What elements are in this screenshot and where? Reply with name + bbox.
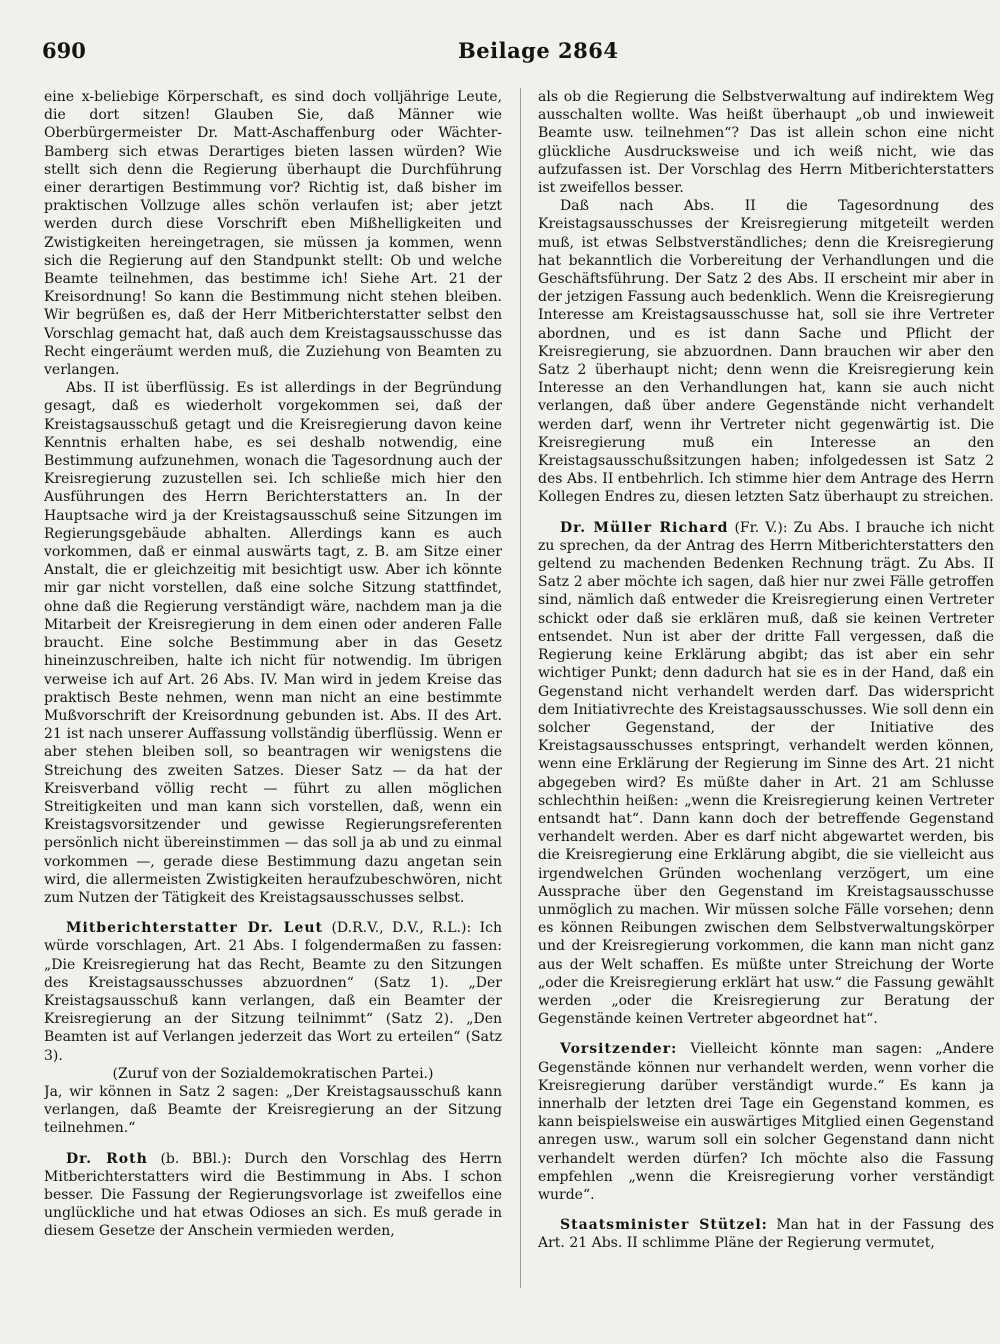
speaker-party: (b. BBl.): xyxy=(160,1150,232,1167)
speaker-name: Dr. Roth xyxy=(66,1150,148,1167)
paragraph: Abs. II ist überflüssig. Es ist allerdings in der Begründung gesagt, daß es wiederholt vorgekommen sei, daß der Kreistagsausschuß getagt und die Kreisregierung davon keine Kenntnis erhalten habe, es sei deshalb notwendig, eine Bestimmung aufzunehmen, wonach die Tagesordnung auch der Kreisregierung zuzustellen sei. Ich schließe mich hier den Ausführungen des Herrn Berichterstatters an. In der Hauptsache wird ja der Kreistagsausschuß seine Sitzungen im Regierungsgebäude abhalten. Allerdings kann es auch vorkommen, daß er einmal auswärts tagt, z. B. am Sitze einer Anstalt, die er gleichzeitig mit besichtigt usw. Aber ich könnte mir gar nicht vorstellen, daß eine solche Sitzung stattfindet, ohne daß die Regierung verständigt wäre, nachdem man ja die Mitarbeit der Kreisregierung in dem einen oder anderen Falle braucht. Eine solche Bestimmung aber in das Gesetz hineinzuschreiben, halte ich nicht für notwendig. Im übrigen verweise ich auf Art. 26 Abs. IV. Man wird in jedem Kreise das praktisch Beste nehmen, wenn man nicht an eine bestimmte Mußvorschrift der Kreisordnung gebunden ist. Abs. II des Art. 21 ist nach unserer Auffassung vollständig überflüssig. Wenn er aber stehen bleiben soll, so beantragen wir wenigstens die Streichung des zweiten Satzes. Dieser Satz — da hat der Kreisverband völlig recht — führt zu allen möglichen Streitigkeiten und man kann sich vorstellen, daß, wenn ein Kreistagsvorsitzender und gewisse Regierungsreferenten persönlich nicht übereinstimmen — das soll ja ab und zu einmal vorkommen —, gerade diese Bestimmung dazu angetan sein wird, die allermeisten Zwistigkeiten heraufzubeschwören, nicht zum Nutzen der Tätigkeit des Kreistagsausschusses selbst. xyxy=(44,380,502,906)
speech-paragraph xyxy=(44,919,502,1065)
speaker-party: (Fr. V.): xyxy=(734,519,788,536)
speech-text: Vielleicht könnte man sagen: „Andere Gegenstände können nur verhandelt werden, wenn vorher die Kreisregierung darüber verständigt wurde.“ Es kann ja innerhalb der letzten drei Tage ein Gegenstand kommen, es kann beispielsweise ein auswärtiges Mitglied einen Gegenstand anregen usw., warum soll ein solcher Gegenstand dann nicht verhandelt werden dürfen? Ich möchte also die Fassung empfehlen „wenn die Kreisregierung vorher verständigt wurde“. xyxy=(538,1041,994,1203)
left-column xyxy=(44,88,502,1338)
speech-paragraph xyxy=(44,1150,502,1241)
speaker-name: Staatsminister Stützel: xyxy=(560,1217,768,1234)
column-divider xyxy=(520,88,521,1288)
paragraph: Daß nach Abs. II die Tagesordnung des Kreistagsausschusses der Kreisregierung mitgeteilt werden muß, ist etwas Selbstverständliches; denn die Kreisregierung hat bekanntlich die Vorbereitung der Verhandlungen und die Geschäftsführung. Der Satz 2 des Abs. II erscheint mir aber in der jetzigen Fassung auch bedenklich. Wenn die Kreisregierung Interesse am Kreistagsausschusse hat, soll sie ihre Vertreter abordnen, und es ist dann Sache und Pflicht der Kreisregierung, sie abzuordnen. Dann brauchen wir aber den Satz 2 überhaupt nicht; denn wenn die Kreisregierung kein Interesse an den Verhandlungen hat, kann sie auch nicht verlangen, daß über andere Gegenstände nicht verhandelt werden darf, wenn ihr Vertreter nicht gegenwärtig ist. Die Kreisregierung muß ein Interesse an den Kreistagsausschußsitzungen haben; infolgedessen ist Satz 2 des Abs. II entbehrlich. Ich stimme hier dem Antrage des Herrn Kollegen Endres zu, diesen letzten Satz überhaupt zu streichen. xyxy=(538,198,994,506)
running-head: Beilage 2864 xyxy=(458,38,619,63)
speaker-party: (D.R.V., D.V., R.L.): xyxy=(331,920,472,937)
paragraph: eine x-beliebige Körperschaft, es sind doch volljährige Leute, die dort sitzen! Glauben Sie, daß Männer wie Oberbürgermeister Dr. Matt-Aschaffenburg oder Wächter-Bamberg sich etwas Derartiges bieten lassen würden? Wie stellt sich denn die Regierung überhaupt die Durchführung einer derartigen Bestimmung vor? Richtig ist, daß bisher im praktischen Vollzuge alles schön verlaufen ist; aber jetzt werden durch diese Vorschrift eben Mißhelligkeiten und Zwistigkeiten hereingetragen, sie müssen ja kommen, wenn sich die Regierung auf den Standpunkt stellt: Ob und welche Beamte teilnehmen, das bestimme ich! Siehe Art. 21 der Kreisordnung! So kann die Bestimmung nicht stehen bleiben. Wir begrüßen es, daß der Herr Mitberichterstatter selbst den Vorschlag gemacht hat, daß auch dem Kreistagsausschusse das Recht eingeräumt werden muß, die Zuziehung von Beamten zu verlangen. xyxy=(44,89,502,379)
speaker-name: Mitberichterstatter Dr. Leut xyxy=(66,920,323,937)
paragraph: Ja, wir können in Satz 2 sagen: „Der Kreistagsausschuß kann verlangen, daß Beamte der Kreisregierung an der Sitzung teilnehmen.“ xyxy=(44,1083,502,1137)
page-number: 690 xyxy=(42,38,86,63)
speech-paragraph xyxy=(538,519,994,1029)
speaker-name: Dr. Müller Richard xyxy=(560,519,729,536)
paragraph: als ob die Regierung die Selbstverwaltung auf indirektem Weg ausschalten wollte. Was heißt überhaupt „ob und inwieweit Beamte usw. teilnehmen“? Das ist allein schon eine nicht glückliche Ausdrucksweise und ich weiß nicht, wie das aufzufassen ist. Der Vorschlag des Herrn Mitberichterstatters ist zweifellos besser. xyxy=(538,89,994,197)
speech-text: Zu Abs. I brauche ich nicht zu sprechen, da der Antrag des Herrn Mitberichterstatters den geltend zu machenden Bedenken Rechnung trägt. Zu Abs. II Satz 2 aber möchte ich sagen, daß hier nur zwei Fälle getroffen sind, nämlich daß entweder die Kreisregierung einen Vertreter schickt oder daß sie erklären muß, daß sie keinen Vertreter entsendet. Nun ist aber der dritte Fall vergessen, daß die Regierung keine Erklärung abgibt; das ist aber ein sehr wichtiger Punkt; denn dadurch hat sie es in der Hand, daß ein Gegenstand nicht verhandelt werden darf. Das widerspricht dem Initiativrechte des Kreistagsausschusses. Wie soll denn ein solcher Gegenstand, der der Initiative des Kreistagsausschusses entspringt, verhandelt werden können, wenn eine Erklärung der Regierung im Sinne des Art. 21 nicht abgegeben wird? Es müßte daher in Art. 21 am Schlusse schlechthin heißen: „wenn die Kreisregierung keinen Vertreter entsandt hat“. Dann kann doch der betreffende Gegenstand verhandelt werden. Aber es darf nicht abgewartet werden, bis die Kreisregierung eine Erklärung abgibt, die sie vielleicht aus irgendwelchen Gründen wochenlang verzögert, um eine Aussprache über den Gegenstand im Kreistagsausschusse unmöglich zu machen. Wir müssen solche Fälle vorsehen; denn es können Reibungen zwischen dem Selbstverwaltungskörper und der Kreisregierung vorkommen, die kann man nicht ganz aus der Welt schaffen. Es müßte unter Streichung der Worte „oder die Kreisregierung erklärt hat usw.“ die Fassung gewählt werden „oder die Kreisregierung zur Beratung der Gegenstände keinen Vertreter abgeordnet hat“. xyxy=(538,519,994,1028)
speech-text: Man hat in der Fassung des Art. 21 Abs. II schlimme Pläne der Regierung vermutet, xyxy=(538,1217,994,1252)
speech-text: Ich würde vorschlagen, Art. 21 Abs. I folgendermaßen zu fassen: „Die Kreisregierung hat das Recht, Beamte zu den Sitzungen des Kreistagsausschusses abzuordnen“ (Satz 1). „Der Kreistagsausschuß kann verlangen, daß ein Beamter der Kreisregierung an der Sitzung teilnimmt“ (Satz 2). „Den Beamten ist auf Verlangen jederzeit das Wort zu erteilen“ (Satz 3). xyxy=(44,920,502,1064)
right-column xyxy=(538,88,994,1338)
speaker-name: Vorsitzender: xyxy=(560,1041,678,1058)
speech-paragraph xyxy=(538,1216,994,1252)
interjection: (Zuruf von der Sozialdemokratischen Partei.) xyxy=(112,1065,434,1082)
speech-text: Durch den Vorschlag des Herrn Mitberichterstatters wird die Bestimmung in Abs. I schon besser. Die Fassung der Regierungsvorlage ist zweifellos eine unglückliche und hat etwas Odioses an sich. Es muß gerade in diesem Gesetze der Anschein vermieden werden, xyxy=(44,1150,502,1240)
speech-paragraph xyxy=(538,1040,994,1204)
